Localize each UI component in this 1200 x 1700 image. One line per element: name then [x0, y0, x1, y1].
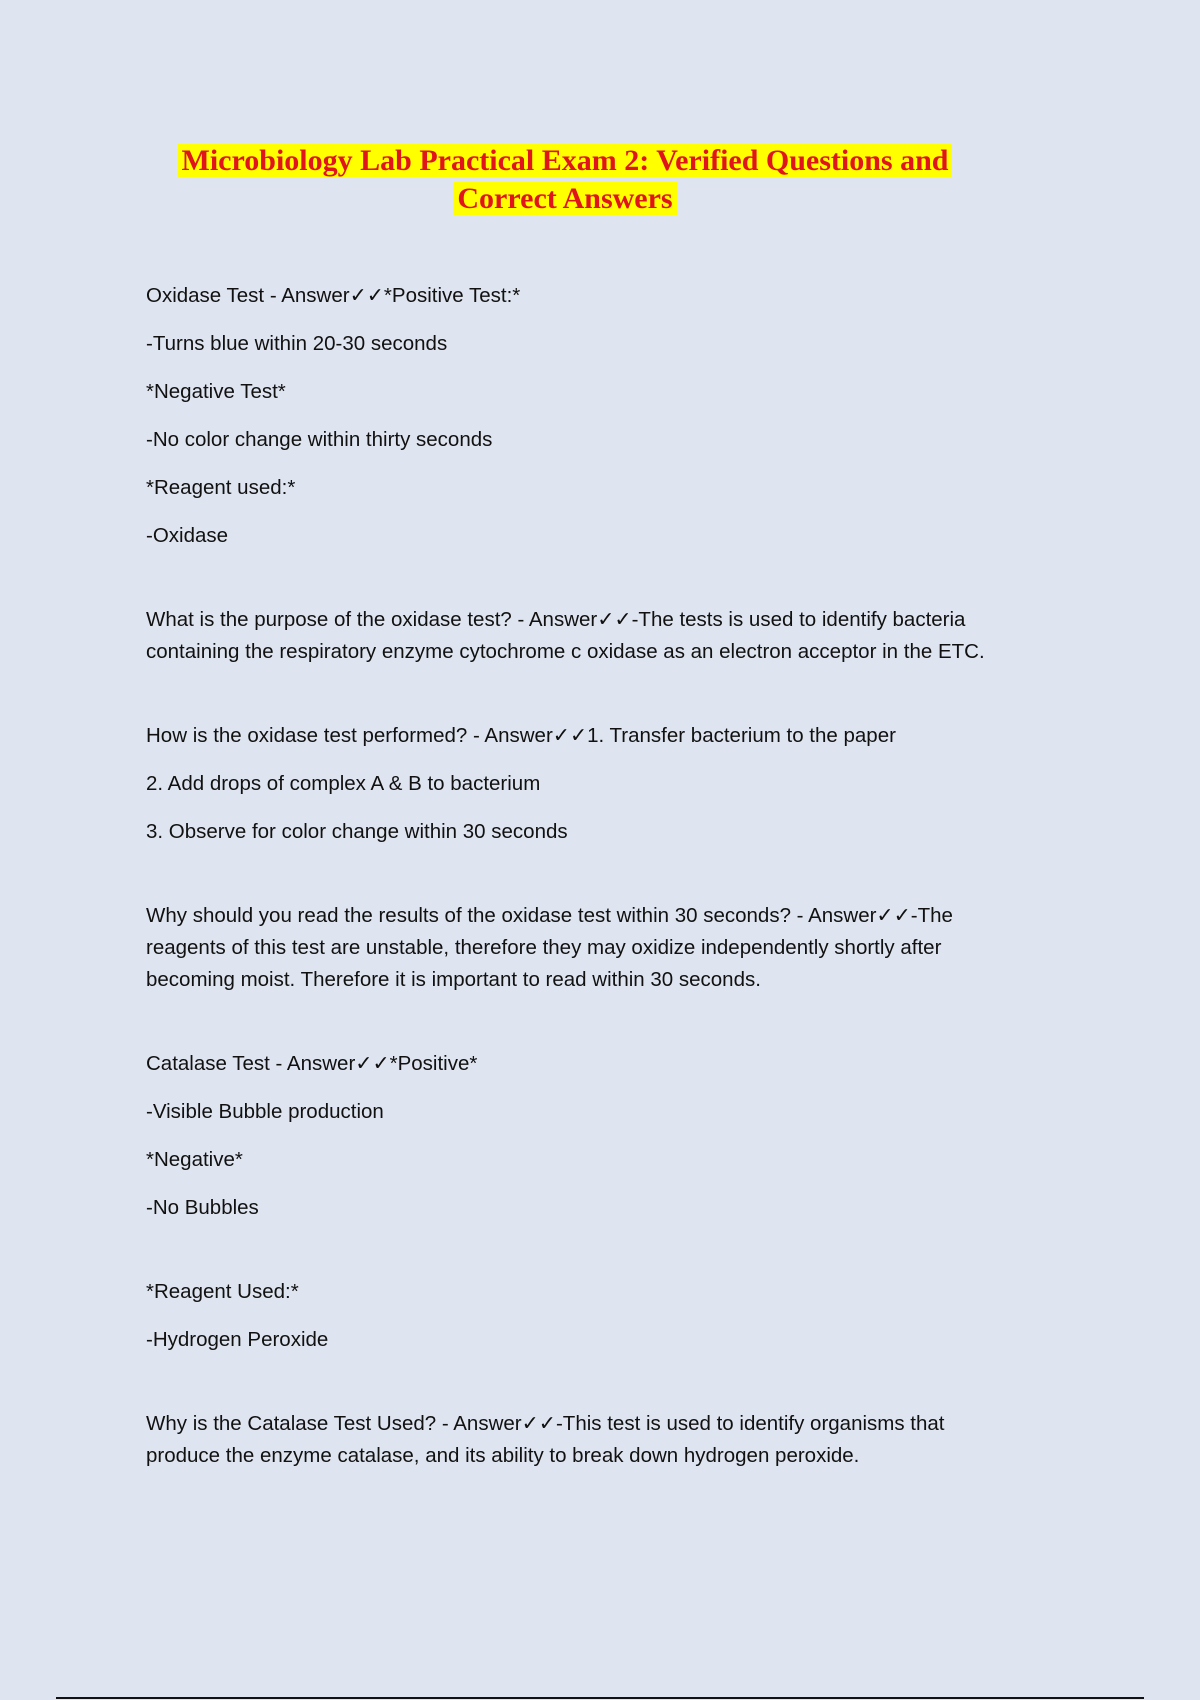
text-line: -Hydrogen Peroxide — [146, 1328, 329, 1351]
qa-item-oxidase-test — [146, 280, 1076, 552]
text-line: -Visible Bubble production — [146, 1100, 384, 1123]
document-body — [146, 280, 1076, 1472]
text-line: Catalase Test - Answer✓✓*Positive* — [146, 1052, 478, 1075]
text-line: -Oxidase — [146, 524, 229, 547]
text-line: 2. Add drops of complex A & B to bacterium — [146, 772, 541, 795]
text-line: *Reagent Used:* — [146, 1280, 299, 1303]
qa-item-oxidase-procedure — [146, 720, 1076, 848]
text-line: How is the oxidase test performed? - Answer✓✓1. Transfer bacterium to the paper — [146, 724, 896, 747]
document-title — [146, 142, 984, 218]
title-line-2: Correct Answers — [453, 182, 676, 215]
text-line: 3. Observe for color change within 30 seconds — [146, 820, 568, 843]
qa-item-catalase-purpose — [146, 1408, 1076, 1472]
title-line-1: Microbiology Lab Practical Exam 2: Verified Questions and — [178, 144, 953, 177]
qa-item-oxidase-timing — [146, 900, 1076, 996]
qa-item-catalase-test — [146, 1048, 1076, 1224]
qa-item-catalase-reagent — [146, 1276, 1076, 1356]
text-line: *Negative Test* — [146, 380, 286, 403]
text-line: -No Bubbles — [146, 1196, 259, 1219]
text-line: containing the respiratory enzyme cytochrome c oxidase as an electron acceptor in the ETC. — [146, 640, 985, 663]
qa-item-oxidase-purpose — [146, 604, 1076, 668]
page-bottom-rule — [56, 1697, 1144, 1699]
text-line: produce the enzyme catalase, and its ability to break down hydrogen peroxide. — [146, 1444, 860, 1467]
text-line: reagents of this test are unstable, therefore they may oxidize independently shortly after — [146, 936, 942, 959]
text-line: Why should you read the results of the oxidase test within 30 seconds? - Answer✓✓-The — [146, 904, 953, 927]
text-line: becoming moist. Therefore it is important to read within 30 seconds. — [146, 968, 761, 991]
text-line: Oxidase Test - Answer✓✓*Positive Test:* — [146, 284, 521, 307]
text-line: What is the purpose of the oxidase test? - Answer✓✓-The tests is used to identify bacteria — [146, 608, 966, 631]
text-line: *Reagent used:* — [146, 476, 296, 499]
text-line: -Turns blue within 20-30 seconds — [146, 332, 448, 355]
text-line: Why is the Catalase Test Used? - Answer✓✓-This test is used to identify organisms that — [146, 1412, 945, 1435]
text-line: -No color change within thirty seconds — [146, 428, 493, 451]
text-line: *Negative* — [146, 1148, 243, 1171]
